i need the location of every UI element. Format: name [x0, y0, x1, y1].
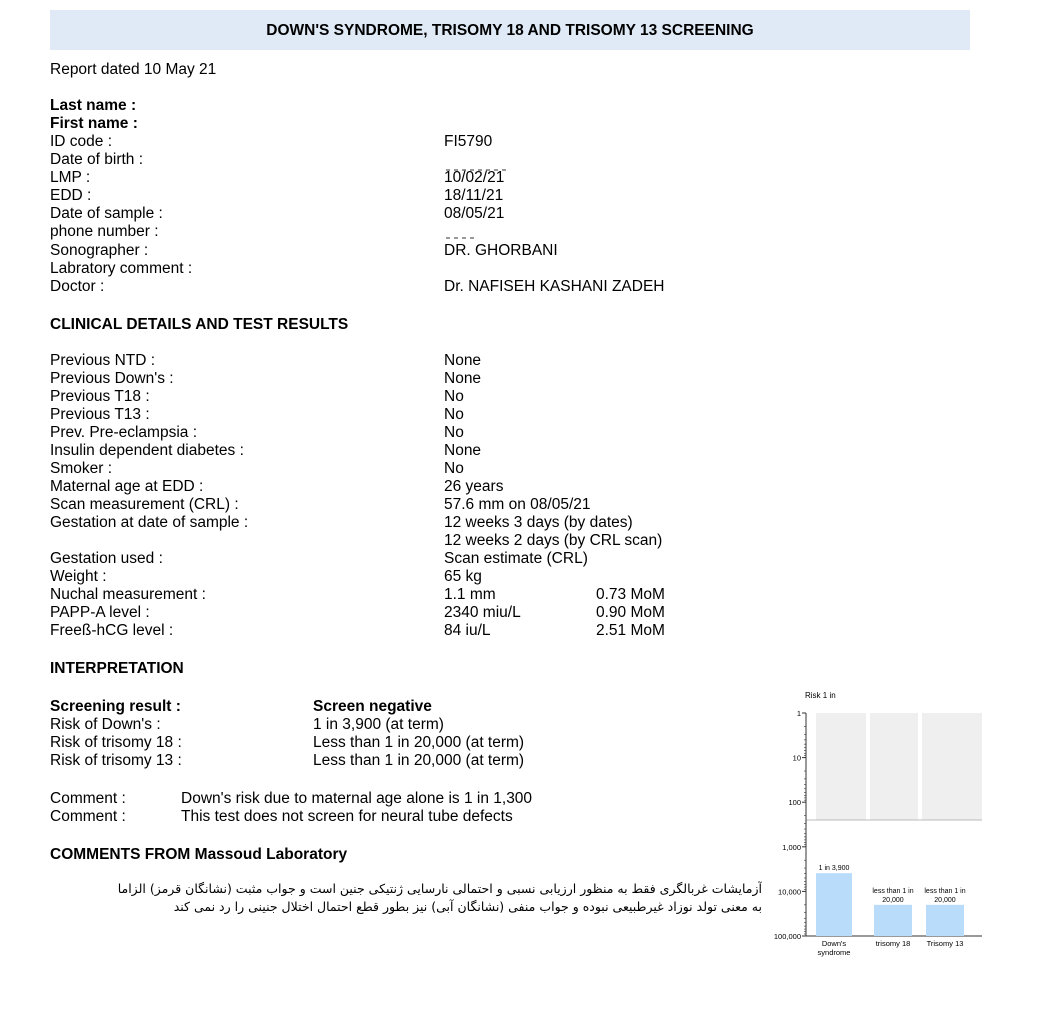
- clinical-value: None: [444, 442, 482, 459]
- risk-bar: [926, 905, 964, 936]
- downs-risk-label: Risk of Down's :: [50, 716, 161, 733]
- clinical-label: Weight :: [50, 568, 107, 585]
- report-date: Report dated 10 May 21: [50, 61, 217, 78]
- bar-value-label: less than 1 in: [872, 887, 914, 895]
- lab-comment-line: به معنی تولد نوزاد غیرطبیعی نبوده و جواب منفی (نشانگان آبی) نیز بطور قطع احتمال اختلال جنینی را رد نمی کند: [173, 899, 762, 914]
- clinical-value: No: [444, 424, 464, 441]
- lmp-label: LMP :: [50, 169, 91, 186]
- clinical-value: 12 weeks 3 days (by dates): [444, 514, 633, 531]
- high-risk-zone: [870, 713, 918, 820]
- clinical-value: Scan estimate (CRL): [444, 550, 588, 567]
- t13-risk-value: Less than 1 in 20,000 (at term): [313, 752, 525, 769]
- downs-risk-value: 1 in 3,900 (at term): [313, 716, 444, 733]
- clinical-value: 1.1 mm: [444, 586, 496, 603]
- report-title: DOWN'S SYNDROME, TRISOMY 18 AND TRISOMY 13 SCREENING: [266, 22, 754, 39]
- high-risk-zone: [816, 713, 866, 820]
- clinical-heading: CLINICAL DETAILS AND TEST RESULTS: [50, 316, 349, 333]
- id-value: FI5790: [444, 133, 493, 150]
- y-tick-label: 100: [788, 798, 801, 808]
- category-label: Down's: [821, 939, 847, 948]
- clinical-value: 2340 miu/L: [444, 604, 521, 621]
- lab-comment-line: آزمایشات غربالگری فقط به منظور ارزیابی نسبی و احتمالی نارسایی ژنتیکی جنین است و جواب مثبت (نشانگان قرمز) الزاما: [117, 881, 762, 896]
- screening-result-label: Screening result :: [50, 698, 181, 715]
- edd-label: EDD :: [50, 187, 92, 204]
- comment-text: This test does not screen for neural tube defects: [181, 808, 513, 825]
- t13-risk-label: Risk of trisomy 13 :: [50, 752, 182, 769]
- risk-bar: [816, 873, 852, 936]
- clinical-value: 57.6 mm on 08/05/21: [444, 496, 591, 513]
- clinical-label: Scan measurement (CRL) :: [50, 496, 239, 513]
- clinical-label: Insulin dependent diabetes :: [50, 442, 244, 459]
- y-tick-label: 100,000: [773, 932, 801, 941]
- category-label: Trisomy 13: [926, 939, 964, 948]
- sonographer-label: Sonographer :: [50, 242, 149, 259]
- y-tick-label: 10: [792, 753, 801, 763]
- clinical-value: 12 weeks 2 days (by CRL scan): [444, 532, 663, 549]
- clinical-label: Previous T13 :: [50, 406, 150, 423]
- bar-value-label: 20,000: [934, 896, 956, 904]
- clinical-mom: 2.51 MoM: [596, 622, 665, 639]
- dob-masked: [446, 158, 510, 161]
- clinical-value: No: [444, 406, 464, 423]
- category-label: syndrome: [817, 948, 851, 957]
- clinical-label: Freeß-hCG level :: [50, 622, 174, 639]
- clinical-value: 26 years: [444, 478, 504, 495]
- phone-masked: [446, 226, 478, 229]
- clinical-value: No: [444, 460, 464, 477]
- risk-chart: [764, 688, 1004, 963]
- clinical-label: Previous T18 :: [50, 388, 150, 405]
- clinical-label: Gestation used :: [50, 550, 163, 567]
- clinical-value: 65 kg: [444, 568, 482, 585]
- clinical-value: 84 iu/L: [444, 622, 491, 639]
- dob-label: Date of birth :: [50, 151, 144, 168]
- screening-result-value: Screen negative: [313, 698, 432, 715]
- interpretation-heading: INTERPRETATION: [50, 660, 184, 677]
- clinical-label: Nuchal measurement :: [50, 586, 206, 603]
- bar-value-label: less than 1 in: [924, 887, 966, 895]
- clinical-label: Maternal age at EDD :: [50, 478, 204, 495]
- clinical-value: No: [444, 388, 464, 405]
- lmp-value: 10/02/21: [444, 169, 505, 186]
- clinical-value: None: [444, 352, 482, 369]
- clinical-mom: 0.73 MoM: [596, 586, 665, 603]
- sonographer-value: DR. GHORBANI: [444, 242, 558, 259]
- comment-label: Comment :: [50, 790, 126, 807]
- comment-label: Comment :: [50, 808, 126, 825]
- clinical-label: Previous NTD :: [50, 352, 156, 369]
- sample-date-value: 08/05/21: [444, 205, 505, 222]
- clinical-value: None: [444, 370, 482, 387]
- t18-risk-value: Less than 1 in 20,000 (at term): [313, 734, 525, 751]
- clinical-label: PAPP-A level :: [50, 604, 150, 621]
- lab-comments-heading: COMMENTS FROM Massoud Laboratory: [50, 846, 348, 863]
- clinical-label: Prev. Pre-eclampsia :: [50, 424, 198, 441]
- y-tick-label: 1: [796, 709, 801, 718]
- bar-value-label: 1 in 3,900: [818, 865, 850, 873]
- high-risk-zone: [922, 713, 982, 820]
- t18-risk-label: Risk of trisomy 18 :: [50, 734, 182, 751]
- phone-label: phone number :: [50, 223, 159, 240]
- comment-text: Down's risk due to maternal age alone is 1 in 1,300: [181, 790, 533, 807]
- y-tick-label: 10,000: [778, 887, 801, 897]
- edd-value: 18/11/21: [444, 187, 504, 204]
- lab-comment-label: Labratory comment :: [50, 260, 193, 277]
- y-tick-label: 1,000: [782, 842, 801, 852]
- chart-title: Risk 1 in: [805, 691, 836, 700]
- clinical-label: Gestation at date of sample :: [50, 514, 249, 531]
- category-label: trisomy 18: [875, 939, 911, 948]
- id-label: ID code :: [50, 133, 113, 150]
- clinical-label: Smoker :: [50, 460, 113, 477]
- doctor-value: Dr. NAFISEH KASHANI ZADEH: [444, 278, 665, 295]
- bar-value-label: 20,000: [882, 896, 904, 904]
- clinical-label: Previous Down's :: [50, 370, 174, 387]
- first-name-label: First name :: [50, 115, 138, 132]
- last-name-label: Last name :: [50, 97, 137, 114]
- doctor-label: Doctor :: [50, 278, 105, 295]
- clinical-mom: 0.90 MoM: [596, 604, 665, 621]
- sample-date-label: Date of sample :: [50, 205, 163, 222]
- risk-bar: [874, 905, 912, 936]
